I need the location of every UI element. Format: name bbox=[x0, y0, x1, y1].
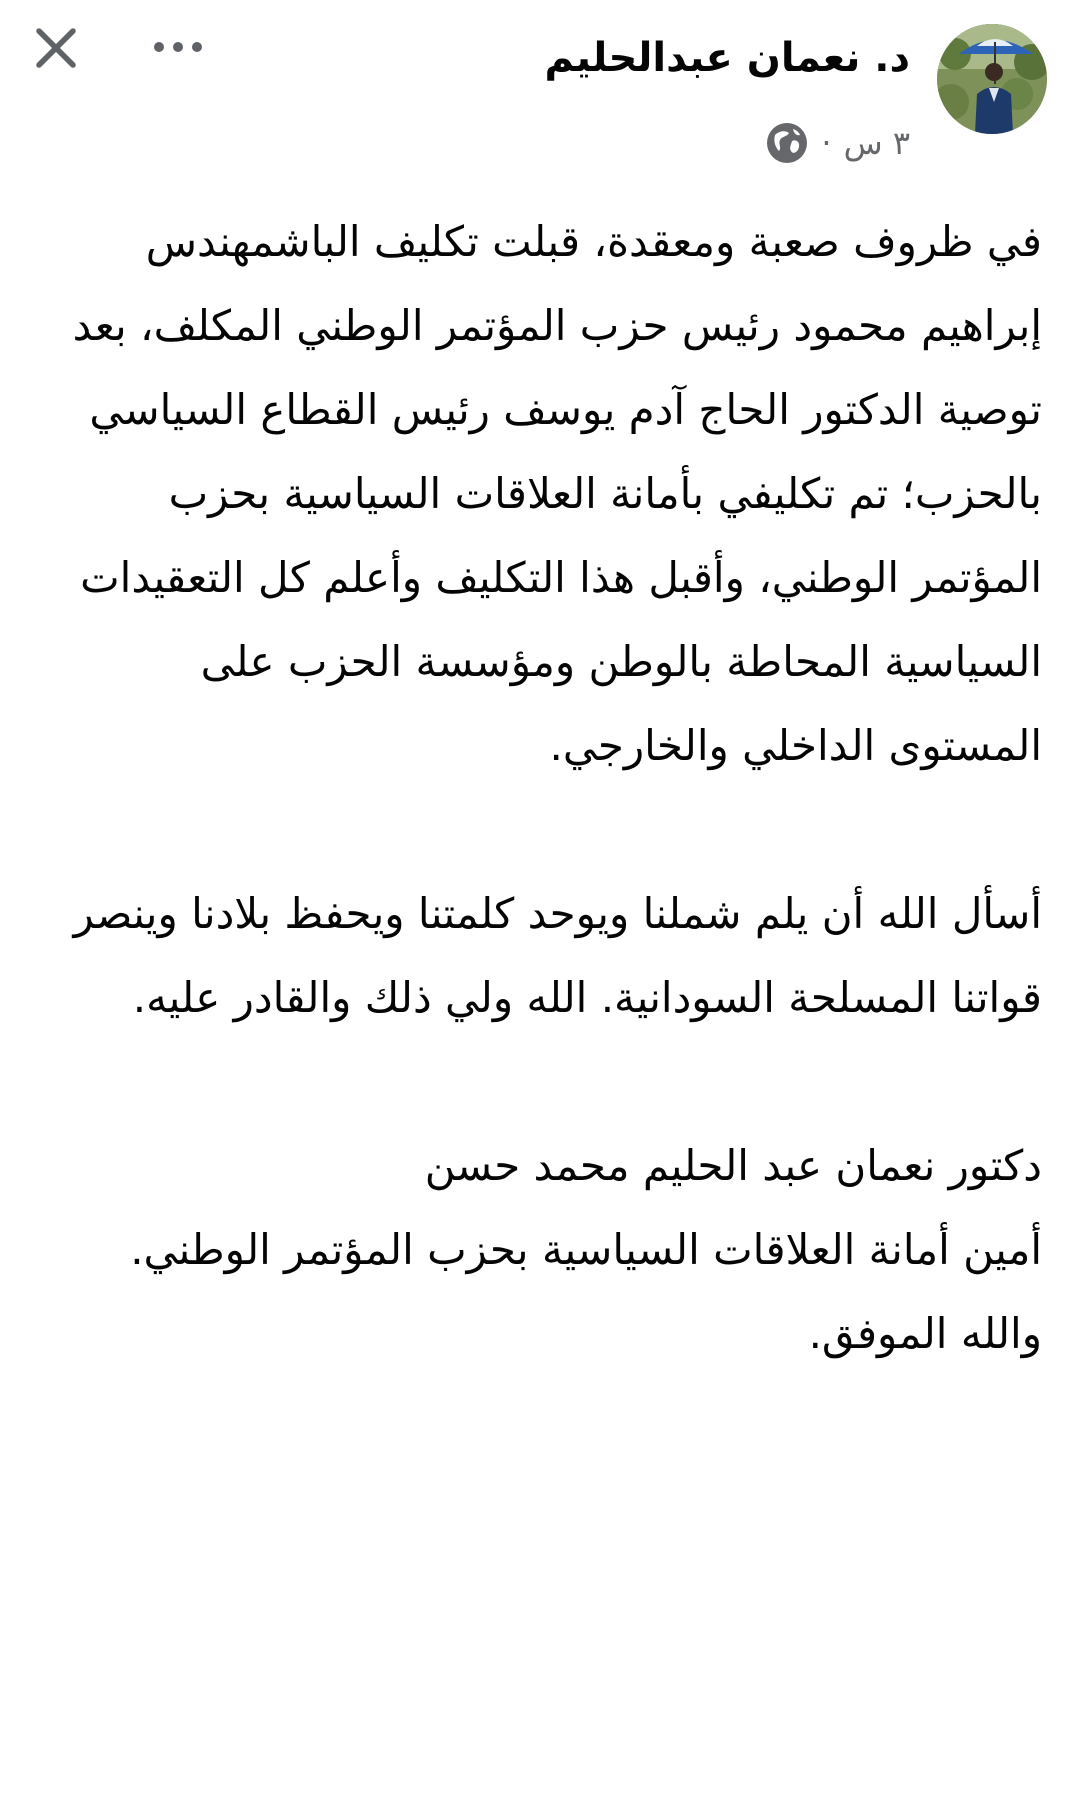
close-button[interactable] bbox=[28, 20, 84, 76]
paragraph-spacer bbox=[42, 1040, 1042, 1124]
more-options-button[interactable] bbox=[148, 22, 208, 72]
post-paragraph: في ظروف صعبة ومعقدة، قبلت تكليف الباشمهندس إبراهيم محمود رئيس حزب المؤتمر الوطني المكلف، بعد توصية الدكتور الحاج آدم يوسف رئيس القطاع السياسي بالحزب؛ تم تكليفي بأمانة العلاقات السياسية بحزب المؤتمر الوطني، وأقبل هذا التكليف وأعلم كل التعقيدات السياسية المحاطة بالوطن ومؤسسة الحزب على المستوى الداخلي والخارجي. bbox=[72, 217, 1042, 770]
meta-separator: · bbox=[821, 124, 832, 162]
closing-line: والله الموفق. bbox=[808, 1309, 1042, 1358]
author-name[interactable]: د. نعمان عبدالحليم bbox=[544, 35, 910, 81]
post-paragraph: أسأل الله أن يلم شملنا ويوحد كلمتنا ويحفظ بلادنا وينصر قواتنا المسلحة السودانية. الله ولي ذلك والقادر عليه. bbox=[73, 889, 1042, 1022]
globe-icon bbox=[765, 121, 809, 165]
post-timestamp[interactable]: ٣ س bbox=[843, 124, 910, 162]
post-meta bbox=[765, 118, 910, 168]
signature-name: دكتور نعمان عبد الحليم محمد حسن bbox=[424, 1141, 1042, 1190]
avatar-photo bbox=[937, 24, 1047, 134]
close-icon bbox=[33, 25, 79, 71]
post-header bbox=[0, 0, 1080, 180]
post-text bbox=[42, 200, 1042, 1376]
more-horizontal-icon bbox=[152, 40, 204, 54]
paragraph-spacer bbox=[42, 788, 1042, 872]
author-avatar[interactable] bbox=[937, 24, 1047, 134]
signature-title: أمين أمانة العلاقات السياسية بحزب المؤتمر الوطني. bbox=[130, 1225, 1042, 1274]
